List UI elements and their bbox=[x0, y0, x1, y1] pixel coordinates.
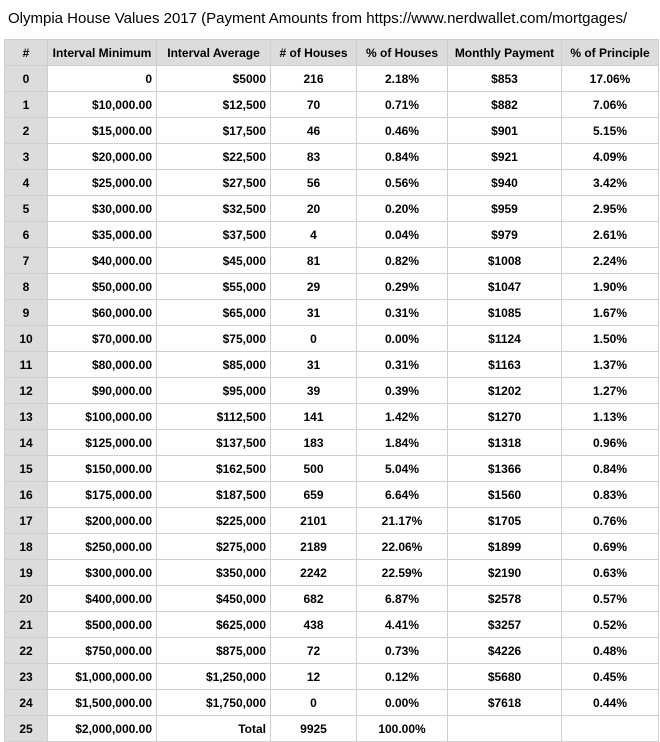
cell-house-percent[interactable]: 0.46% bbox=[357, 118, 448, 144]
cell-interval-average[interactable]: $225,000 bbox=[157, 508, 271, 534]
row-header[interactable]: 7 bbox=[5, 248, 48, 274]
cell-house-count[interactable]: 682 bbox=[271, 586, 357, 612]
cell-interval-minimum[interactable]: $300,000.00 bbox=[48, 560, 157, 586]
cell-house-count[interactable]: 0 bbox=[271, 326, 357, 352]
cell-house-count[interactable]: 500 bbox=[271, 456, 357, 482]
cell-house-percent[interactable]: 4.41% bbox=[357, 612, 448, 638]
cell-interval-average[interactable]: $137,500 bbox=[157, 430, 271, 456]
cell-interval-minimum[interactable]: $80,000.00 bbox=[48, 352, 157, 378]
cell-interval-minimum[interactable]: $10,000.00 bbox=[48, 92, 157, 118]
cell-interval-minimum[interactable]: $250,000.00 bbox=[48, 534, 157, 560]
row-header[interactable]: 20 bbox=[5, 586, 48, 612]
cell-house-count[interactable]: 183 bbox=[271, 430, 357, 456]
cell-interval-minimum[interactable]: $1,000,000.00 bbox=[48, 664, 157, 690]
cell-principle-percent[interactable]: 1.90% bbox=[562, 274, 659, 300]
cell-interval-minimum[interactable]: $25,000.00 bbox=[48, 170, 157, 196]
cell-interval-average[interactable]: $65,000 bbox=[157, 300, 271, 326]
table-row bbox=[5, 352, 659, 378]
cell-principle-percent[interactable]: 4.09% bbox=[562, 144, 659, 170]
cell-monthly-payment[interactable]: $2578 bbox=[448, 586, 562, 612]
table-row bbox=[5, 612, 659, 638]
cell-interval-minimum[interactable]: $175,000.00 bbox=[48, 482, 157, 508]
row-header[interactable]: 16 bbox=[5, 482, 48, 508]
cell-monthly-payment[interactable]: $2190 bbox=[448, 560, 562, 586]
cell-house-count[interactable]: 46 bbox=[271, 118, 357, 144]
row-header[interactable]: 14 bbox=[5, 430, 48, 456]
cell-principle-percent[interactable]: 0.52% bbox=[562, 612, 659, 638]
cell-interval-minimum[interactable]: $2,000,000.00 bbox=[48, 716, 157, 742]
table-row bbox=[5, 248, 659, 274]
cell-monthly-payment[interactable]: $921 bbox=[448, 144, 562, 170]
cell-house-count[interactable]: 141 bbox=[271, 404, 357, 430]
row-header[interactable]: 3 bbox=[5, 144, 48, 170]
cell-house-count[interactable]: 20 bbox=[271, 196, 357, 222]
cell-interval-minimum[interactable]: $70,000.00 bbox=[48, 326, 157, 352]
cell-interval-average[interactable]: $112,500 bbox=[157, 404, 271, 430]
cell-interval-minimum[interactable]: $1,500,000.00 bbox=[48, 690, 157, 716]
row-header[interactable]: 25 bbox=[5, 716, 48, 742]
cell-house-percent[interactable]: 0.00% bbox=[357, 690, 448, 716]
cell-interval-average[interactable]: $625,000 bbox=[157, 612, 271, 638]
cell-principle-percent[interactable]: 0.84% bbox=[562, 456, 659, 482]
cell-house-percent[interactable]: 0.04% bbox=[357, 222, 448, 248]
cell-principle-percent[interactable]: 1.50% bbox=[562, 326, 659, 352]
row-header[interactable]: 17 bbox=[5, 508, 48, 534]
cell-interval-minimum[interactable]: $500,000.00 bbox=[48, 612, 157, 638]
cell-principle-percent[interactable]: 0.69% bbox=[562, 534, 659, 560]
cell-house-count[interactable]: 9925 bbox=[271, 716, 357, 742]
cell-house-percent[interactable]: 21.17% bbox=[357, 508, 448, 534]
cell-house-count[interactable]: 83 bbox=[271, 144, 357, 170]
cell-house-count[interactable]: 2101 bbox=[271, 508, 357, 534]
cell-interval-average[interactable]: $187,500 bbox=[157, 482, 271, 508]
cell-interval-average[interactable]: $875,000 bbox=[157, 638, 271, 664]
table-row bbox=[5, 118, 659, 144]
row-header[interactable]: 12 bbox=[5, 378, 48, 404]
cell-interval-minimum[interactable]: $35,000.00 bbox=[48, 222, 157, 248]
cell-principle-percent[interactable] bbox=[562, 716, 659, 742]
cell-interval-average[interactable]: $95,000 bbox=[157, 378, 271, 404]
table-row bbox=[5, 456, 659, 482]
cell-principle-percent[interactable]: 1.67% bbox=[562, 300, 659, 326]
cell-interval-minimum[interactable]: $90,000.00 bbox=[48, 378, 157, 404]
cell-house-percent[interactable]: 100.00% bbox=[357, 716, 448, 742]
cell-principle-percent[interactable]: 7.06% bbox=[562, 92, 659, 118]
cell-monthly-payment[interactable]: $1163 bbox=[448, 352, 562, 378]
table-row bbox=[5, 404, 659, 430]
table-body bbox=[5, 66, 659, 742]
cell-principle-percent[interactable]: 3.42% bbox=[562, 170, 659, 196]
cell-principle-percent[interactable]: 0.48% bbox=[562, 638, 659, 664]
table-row bbox=[5, 378, 659, 404]
cell-monthly-payment[interactable]: $1008 bbox=[448, 248, 562, 274]
cell-monthly-payment[interactable]: $1124 bbox=[448, 326, 562, 352]
house-values-table bbox=[4, 39, 659, 742]
cell-interval-minimum[interactable]: $40,000.00 bbox=[48, 248, 157, 274]
cell-interval-average[interactable]: $450,000 bbox=[157, 586, 271, 612]
cell-interval-average[interactable]: $12,500 bbox=[157, 92, 271, 118]
cell-house-percent[interactable]: 22.59% bbox=[357, 560, 448, 586]
cell-interval-average[interactable]: $55,000 bbox=[157, 274, 271, 300]
cell-monthly-payment[interactable]: $1366 bbox=[448, 456, 562, 482]
cell-monthly-payment[interactable]: $901 bbox=[448, 118, 562, 144]
cell-interval-average[interactable]: $32,500 bbox=[157, 196, 271, 222]
cell-house-percent[interactable]: 0.82% bbox=[357, 248, 448, 274]
row-header[interactable]: 13 bbox=[5, 404, 48, 430]
row-header[interactable]: 24 bbox=[5, 690, 48, 716]
cell-house-percent[interactable]: 1.42% bbox=[357, 404, 448, 430]
row-header[interactable]: 8 bbox=[5, 274, 48, 300]
cell-house-count[interactable]: 31 bbox=[271, 352, 357, 378]
cell-house-count[interactable]: 39 bbox=[271, 378, 357, 404]
cell-house-count[interactable]: 2242 bbox=[271, 560, 357, 586]
cell-interval-average[interactable]: $37,500 bbox=[157, 222, 271, 248]
column-header-monthly-payment[interactable]: Monthly Payment bbox=[448, 40, 562, 66]
table-row bbox=[5, 300, 659, 326]
table-row bbox=[5, 716, 659, 742]
cell-monthly-payment[interactable]: $1705 bbox=[448, 508, 562, 534]
cell-interval-minimum[interactable]: $15,000.00 bbox=[48, 118, 157, 144]
cell-interval-minimum[interactable]: $60,000.00 bbox=[48, 300, 157, 326]
cell-principle-percent[interactable]: 17.06% bbox=[562, 66, 659, 92]
cell-interval-average[interactable]: $5000 bbox=[157, 66, 271, 92]
cell-monthly-payment[interactable]: $5680 bbox=[448, 664, 562, 690]
cell-principle-percent[interactable]: 1.13% bbox=[562, 404, 659, 430]
cell-house-percent[interactable]: 6.87% bbox=[357, 586, 448, 612]
row-header[interactable]: 10 bbox=[5, 326, 48, 352]
cell-interval-average[interactable]: $1,750,000 bbox=[157, 690, 271, 716]
cell-house-count[interactable]: 2189 bbox=[271, 534, 357, 560]
cell-interval-minimum[interactable]: $20,000.00 bbox=[48, 144, 157, 170]
cell-principle-percent[interactable]: 0.96% bbox=[562, 430, 659, 456]
cell-house-count[interactable]: 659 bbox=[271, 482, 357, 508]
row-header[interactable]: 6 bbox=[5, 222, 48, 248]
cell-interval-average[interactable]: $85,000 bbox=[157, 352, 271, 378]
row-header[interactable]: 21 bbox=[5, 612, 48, 638]
cell-house-percent[interactable]: 0.00% bbox=[357, 326, 448, 352]
table-row bbox=[5, 534, 659, 560]
table-row bbox=[5, 196, 659, 222]
cell-house-count[interactable]: 29 bbox=[271, 274, 357, 300]
cell-house-percent[interactable]: 0.71% bbox=[357, 92, 448, 118]
row-header[interactable]: 23 bbox=[5, 664, 48, 690]
cell-principle-percent[interactable]: 0.76% bbox=[562, 508, 659, 534]
row-header[interactable]: 15 bbox=[5, 456, 48, 482]
cell-house-count[interactable]: 4 bbox=[271, 222, 357, 248]
cell-house-percent[interactable]: 0.20% bbox=[357, 196, 448, 222]
cell-interval-average[interactable]: $162,500 bbox=[157, 456, 271, 482]
cell-interval-average[interactable]: $75,000 bbox=[157, 326, 271, 352]
row-header[interactable]: 9 bbox=[5, 300, 48, 326]
cell-interval-minimum[interactable]: $750,000.00 bbox=[48, 638, 157, 664]
cell-monthly-payment[interactable]: $4226 bbox=[448, 638, 562, 664]
cell-house-count[interactable]: 72 bbox=[271, 638, 357, 664]
table-row bbox=[5, 170, 659, 196]
cell-house-percent[interactable]: 5.04% bbox=[357, 456, 448, 482]
sheet-title: Olympia House Values 2017 (Payment Amounts from https://www.nerdwallet.com/mortgages/ bbox=[8, 10, 628, 27]
cell-monthly-payment[interactable]: $882 bbox=[448, 92, 562, 118]
row-header[interactable]: 19 bbox=[5, 560, 48, 586]
cell-house-percent[interactable]: 0.73% bbox=[357, 638, 448, 664]
column-header-house-percent[interactable]: % of Houses bbox=[357, 40, 448, 66]
table-row bbox=[5, 430, 659, 456]
cell-monthly-payment[interactable]: $1270 bbox=[448, 404, 562, 430]
cell-interval-minimum[interactable]: 0 bbox=[48, 66, 157, 92]
cell-interval-minimum[interactable]: $50,000.00 bbox=[48, 274, 157, 300]
cell-house-count[interactable]: 56 bbox=[271, 170, 357, 196]
cell-house-percent[interactable]: 2.18% bbox=[357, 66, 448, 92]
cell-house-percent[interactable]: 0.29% bbox=[357, 274, 448, 300]
cell-principle-percent[interactable]: 0.57% bbox=[562, 586, 659, 612]
column-header-house-count[interactable]: # of Houses bbox=[271, 40, 357, 66]
cell-house-count[interactable]: 31 bbox=[271, 300, 357, 326]
table-row bbox=[5, 664, 659, 690]
table-row bbox=[5, 66, 659, 92]
table-row bbox=[5, 586, 659, 612]
cell-principle-percent[interactable]: 5.15% bbox=[562, 118, 659, 144]
table-row bbox=[5, 222, 659, 248]
cell-principle-percent[interactable]: 0.44% bbox=[562, 690, 659, 716]
cell-interval-minimum[interactable]: $150,000.00 bbox=[48, 456, 157, 482]
cell-house-count[interactable]: 81 bbox=[271, 248, 357, 274]
table-row bbox=[5, 690, 659, 716]
cell-house-percent[interactable]: 0.39% bbox=[357, 378, 448, 404]
cell-house-count[interactable]: 70 bbox=[271, 92, 357, 118]
cell-house-count[interactable]: 216 bbox=[271, 66, 357, 92]
cell-house-percent[interactable]: 1.84% bbox=[357, 430, 448, 456]
cell-monthly-payment[interactable]: $853 bbox=[448, 66, 562, 92]
cell-interval-minimum[interactable]: $400,000.00 bbox=[48, 586, 157, 612]
cell-monthly-payment[interactable]: $1202 bbox=[448, 378, 562, 404]
cell-principle-percent[interactable]: 2.95% bbox=[562, 196, 659, 222]
cell-monthly-payment[interactable] bbox=[448, 716, 562, 742]
table-row bbox=[5, 92, 659, 118]
cell-house-count[interactable]: 0 bbox=[271, 690, 357, 716]
cell-interval-average[interactable]: $45,000 bbox=[157, 248, 271, 274]
cell-principle-percent[interactable]: 0.83% bbox=[562, 482, 659, 508]
row-header[interactable]: 4 bbox=[5, 170, 48, 196]
row-header[interactable]: 22 bbox=[5, 638, 48, 664]
cell-monthly-payment[interactable]: $1085 bbox=[448, 300, 562, 326]
cell-house-percent[interactable]: 6.64% bbox=[357, 482, 448, 508]
row-header[interactable]: 2 bbox=[5, 118, 48, 144]
cell-principle-percent[interactable]: 0.63% bbox=[562, 560, 659, 586]
table-row bbox=[5, 326, 659, 352]
row-header[interactable]: 11 bbox=[5, 352, 48, 378]
column-header-index[interactable]: # bbox=[5, 40, 48, 66]
cell-house-count[interactable]: 438 bbox=[271, 612, 357, 638]
cell-house-percent[interactable]: 22.06% bbox=[357, 534, 448, 560]
cell-house-count[interactable]: 12 bbox=[271, 664, 357, 690]
cell-interval-average[interactable]: $350,000 bbox=[157, 560, 271, 586]
column-header-principle-percent[interactable]: % of Principle bbox=[562, 40, 659, 66]
cell-monthly-payment[interactable]: $979 bbox=[448, 222, 562, 248]
cell-principle-percent[interactable]: 0.45% bbox=[562, 664, 659, 690]
cell-interval-minimum[interactable]: $100,000.00 bbox=[48, 404, 157, 430]
cell-interval-minimum[interactable]: $30,000.00 bbox=[48, 196, 157, 222]
table-row bbox=[5, 482, 659, 508]
table-row bbox=[5, 144, 659, 170]
cell-house-percent[interactable]: 0.31% bbox=[357, 352, 448, 378]
cell-interval-average[interactable]: $27,500 bbox=[157, 170, 271, 196]
row-header[interactable]: 1 bbox=[5, 92, 48, 118]
cell-house-percent[interactable]: 0.12% bbox=[357, 664, 448, 690]
cell-monthly-payment[interactable]: $1560 bbox=[448, 482, 562, 508]
cell-house-percent[interactable]: 0.56% bbox=[357, 170, 448, 196]
cell-principle-percent[interactable]: 2.61% bbox=[562, 222, 659, 248]
header-row bbox=[5, 40, 659, 66]
column-header-interval-minimum[interactable]: Interval Minimum bbox=[48, 40, 157, 66]
row-header[interactable]: 0 bbox=[5, 66, 48, 92]
table-row bbox=[5, 274, 659, 300]
row-header[interactable]: 18 bbox=[5, 534, 48, 560]
cell-interval-average[interactable]: $1,250,000 bbox=[157, 664, 271, 690]
cell-monthly-payment[interactable]: $7618 bbox=[448, 690, 562, 716]
cell-monthly-payment[interactable]: $3257 bbox=[448, 612, 562, 638]
cell-principle-percent[interactable]: 2.24% bbox=[562, 248, 659, 274]
table-row bbox=[5, 638, 659, 664]
column-header-interval-average[interactable]: Interval Average bbox=[157, 40, 271, 66]
cell-monthly-payment[interactable]: $1047 bbox=[448, 274, 562, 300]
cell-house-percent[interactable]: 0.84% bbox=[357, 144, 448, 170]
table-row bbox=[5, 508, 659, 534]
table-row bbox=[5, 560, 659, 586]
cell-principle-percent[interactable]: 1.27% bbox=[562, 378, 659, 404]
cell-monthly-payment[interactable]: $959 bbox=[448, 196, 562, 222]
cell-interval-minimum[interactable]: $200,000.00 bbox=[48, 508, 157, 534]
cell-interval-average[interactable]: $17,500 bbox=[157, 118, 271, 144]
cell-interval-average[interactable]: Total bbox=[157, 716, 271, 742]
cell-interval-minimum[interactable]: $125,000.00 bbox=[48, 430, 157, 456]
cell-interval-average[interactable]: $22,500 bbox=[157, 144, 271, 170]
cell-house-percent[interactable]: 0.31% bbox=[357, 300, 448, 326]
cell-monthly-payment[interactable]: $940 bbox=[448, 170, 562, 196]
cell-monthly-payment[interactable]: $1899 bbox=[448, 534, 562, 560]
row-header[interactable]: 5 bbox=[5, 196, 48, 222]
cell-principle-percent[interactable]: 1.37% bbox=[562, 352, 659, 378]
cell-interval-average[interactable]: $275,000 bbox=[157, 534, 271, 560]
cell-monthly-payment[interactable]: $1318 bbox=[448, 430, 562, 456]
